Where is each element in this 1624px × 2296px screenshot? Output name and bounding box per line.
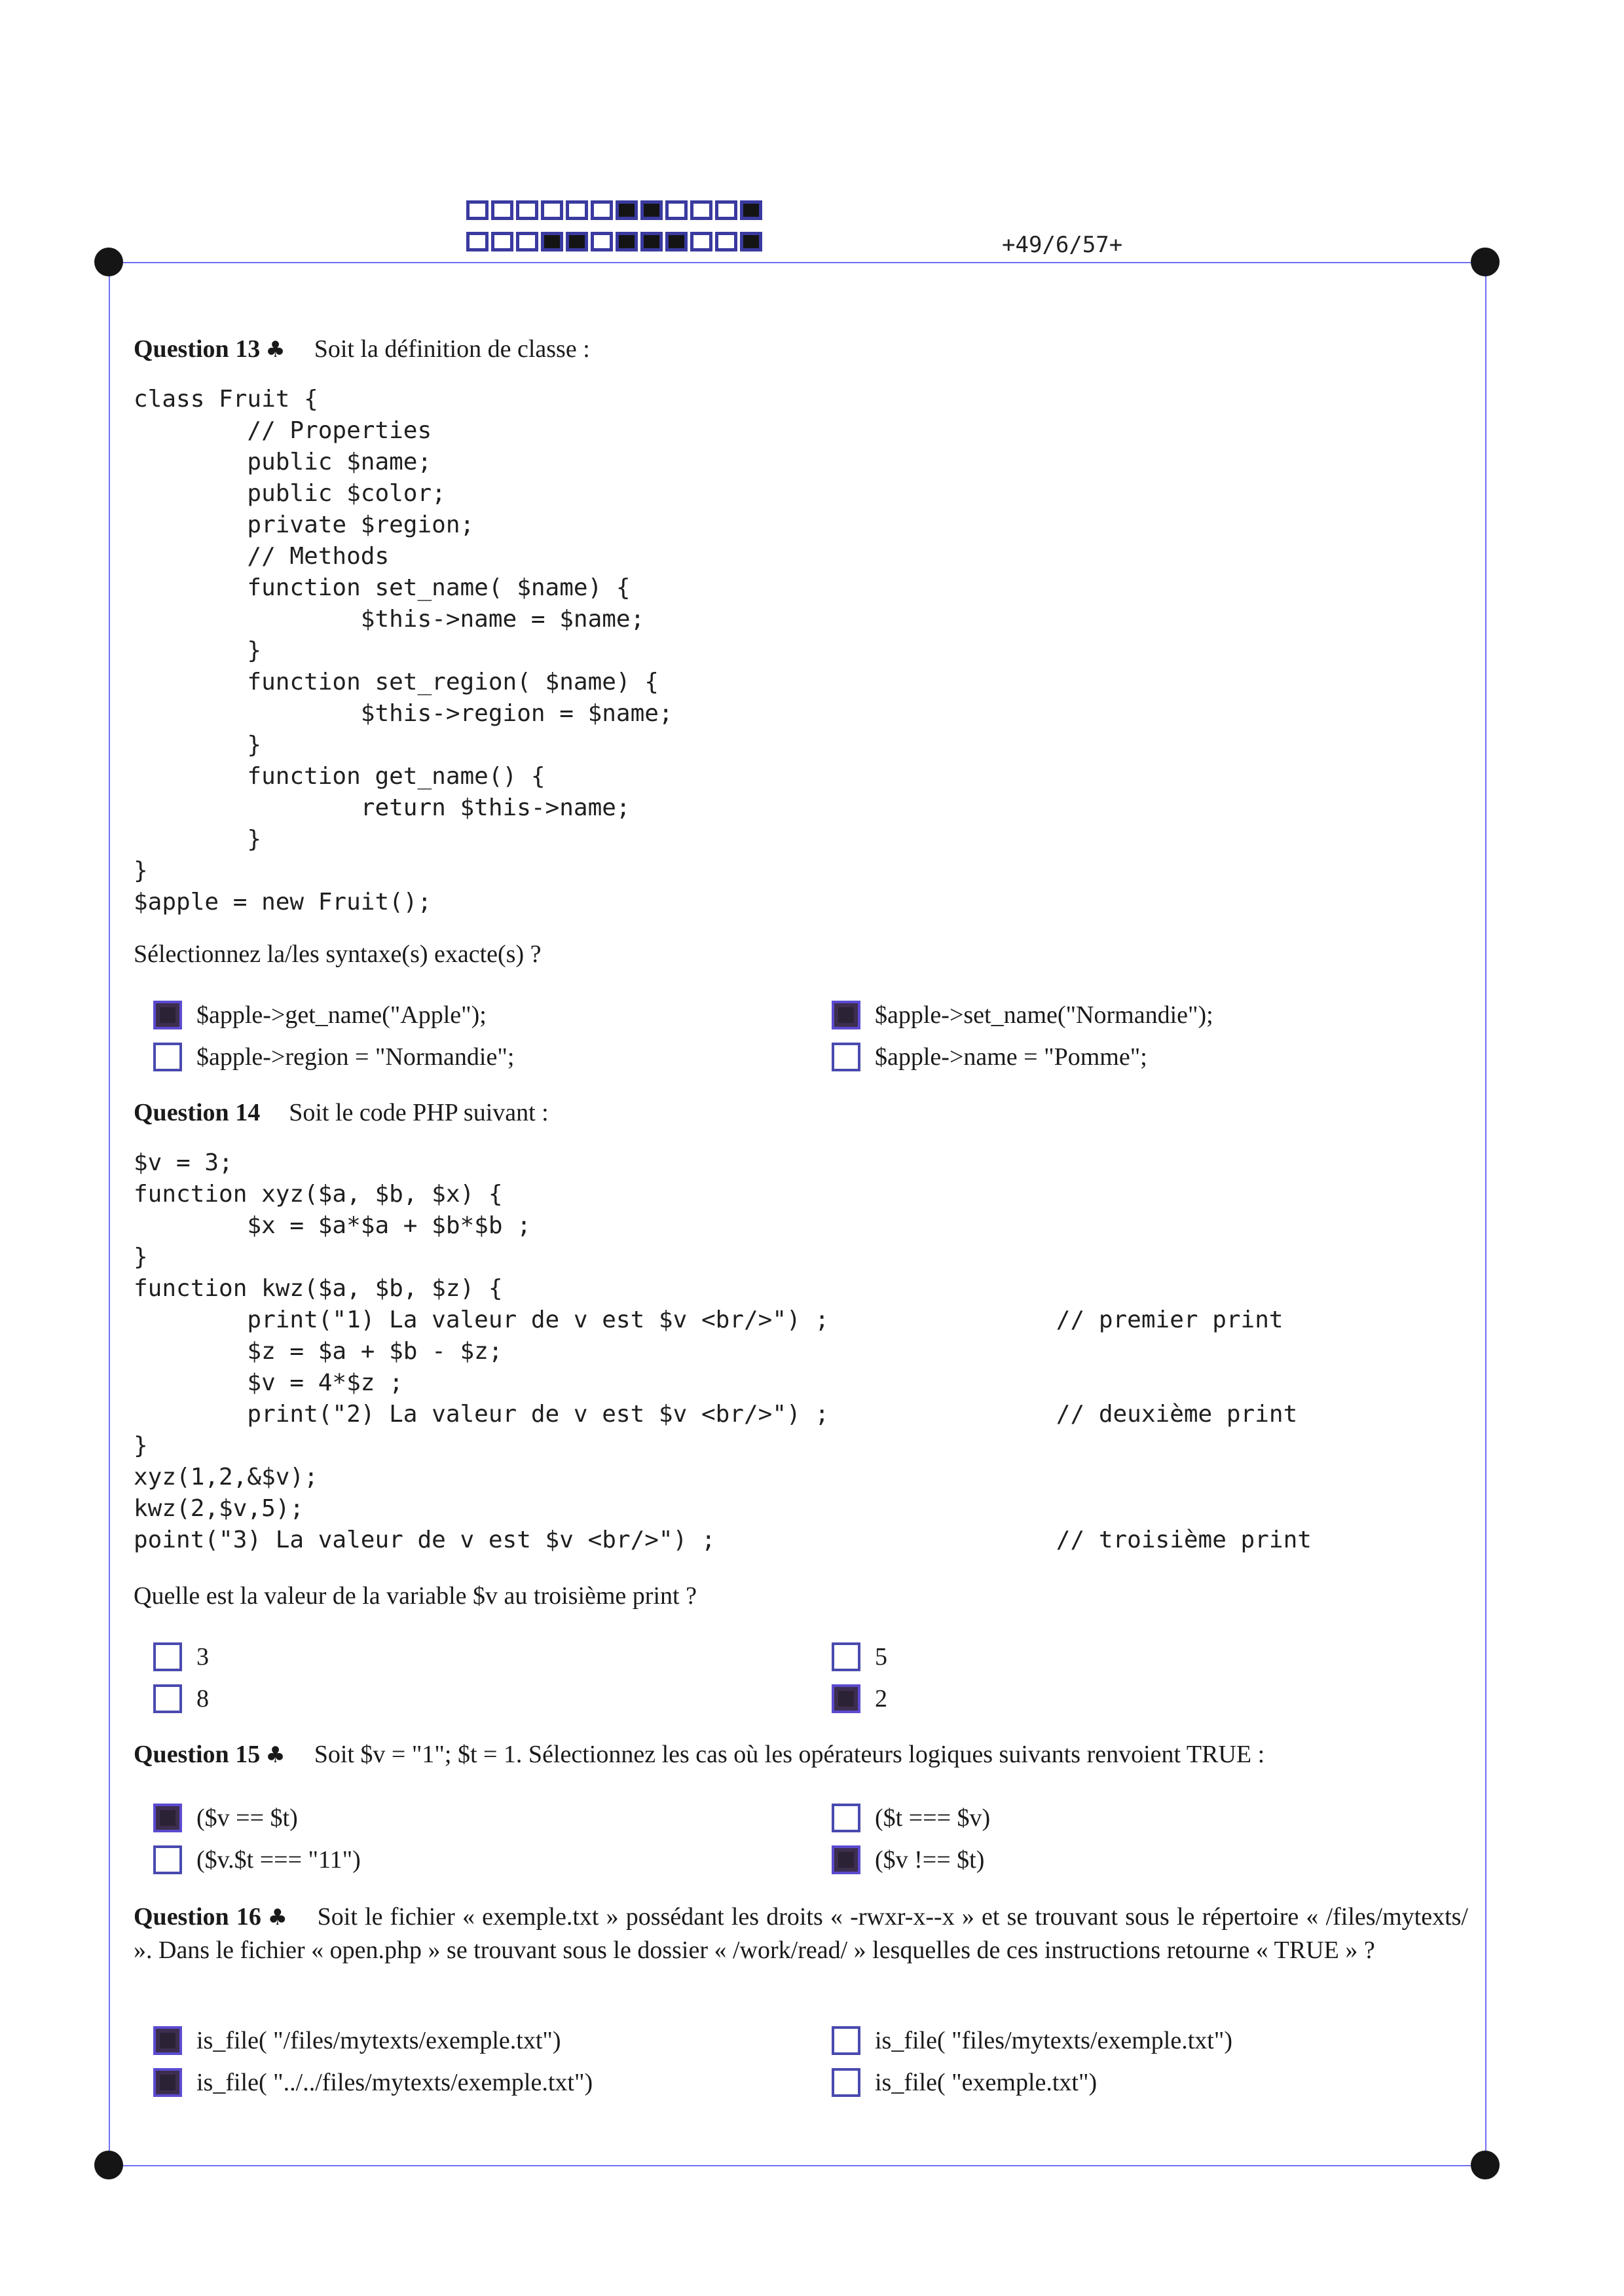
answer-option[interactable]	[153, 2068, 593, 2097]
answer-option[interactable]	[153, 1001, 487, 1029]
club-icon: ♣	[265, 337, 286, 363]
answer-label: $apple->name = "Pomme";	[875, 1043, 1147, 1071]
barcode-top-row	[466, 200, 762, 220]
answer-option[interactable]	[153, 1845, 361, 1874]
barcode-cell	[690, 200, 712, 220]
frame-left-line	[109, 262, 110, 2166]
answer-label: $apple->set_name("Normandie");	[875, 1001, 1213, 1029]
checkbox[interactable]	[832, 2068, 860, 2097]
barcode-cell	[541, 200, 563, 220]
answer-option[interactable]	[832, 1684, 887, 1713]
club-icon: ♣	[266, 1904, 289, 1931]
answer-option[interactable]	[832, 2068, 1097, 2097]
checkbox[interactable]	[153, 1043, 182, 1071]
answer-label: is_file( "files/mytexts/exemple.txt")	[875, 2027, 1233, 2054]
barcode-cell	[690, 232, 712, 251]
question-number: Question 16	[134, 1903, 261, 1931]
question-14-prompt: Quelle est la valeur de la variable $v au troisième print ?	[134, 1582, 697, 1610]
question-text: Soit $v = "1"; $t = 1. Sélectionnez les cas où les opérateurs logiques suivants renvoient TRUE :	[314, 1741, 1265, 1768]
answer-label: ($v == $t)	[196, 1804, 298, 1832]
answer-option[interactable]	[153, 1804, 298, 1832]
question-14-heading	[134, 1100, 549, 1125]
answer-label: 3	[196, 1643, 209, 1671]
answer-label: is_file( "/files/mytexts/exemple.txt")	[196, 2027, 561, 2054]
checkbox[interactable]	[153, 2026, 182, 2055]
question-15-heading	[134, 1742, 1264, 1767]
checkbox[interactable]	[153, 1684, 182, 1713]
answer-option[interactable]	[832, 1001, 1213, 1029]
checkbox[interactable]	[832, 1642, 860, 1671]
answer-option[interactable]	[153, 1043, 514, 1071]
barcode-cell	[740, 200, 762, 220]
barcode-bottom-row	[466, 232, 762, 251]
question-14-code: $v = 3; function xyz($a, $b, $x) { $x = $a*$a + $b*$b ; } function kwz($a, $b, $z) { print("1) La valeur de v est $v <br/>") ; // premier print $z = $a + $b - $z; $v = 4*$z ; print("2) La valeur de v est $v <br/>") ; // deuxième print } xyz(1,2,&$v); kwz(2,$v,5); point("3) La valeur de v est $v <br/>") ; // troisième print	[134, 1149, 1312, 1553]
barcode-cell	[591, 232, 613, 251]
answer-label: ($t === $v)	[875, 1804, 991, 1832]
answer-label: is_file( "../../files/mytexts/exemple.txt")	[196, 2069, 593, 2096]
corner-mark-top-right	[1471, 248, 1500, 276]
question-number: Question 13	[134, 335, 261, 363]
checkbox[interactable]	[832, 1001, 860, 1029]
checkbox[interactable]	[832, 1684, 860, 1713]
barcode-cell	[541, 232, 563, 251]
barcode-cell	[715, 200, 737, 220]
answer-option[interactable]	[153, 1684, 209, 1713]
checkbox[interactable]	[153, 1001, 182, 1029]
barcode-cell	[640, 200, 663, 220]
answer-option[interactable]	[153, 2026, 561, 2055]
barcode-cell	[665, 200, 688, 220]
barcode-cell	[566, 232, 588, 251]
corner-mark-bottom-left	[94, 2151, 123, 2179]
checkbox[interactable]	[832, 2026, 860, 2055]
exam-page-id: +49/6/57+	[1002, 232, 1123, 258]
club-icon: ♣	[265, 1742, 286, 1768]
barcode-cell	[566, 200, 588, 220]
answer-label: $apple->region = "Normandie";	[196, 1043, 515, 1071]
frame-bottom-line	[109, 2165, 1486, 2166]
barcode-cell	[591, 200, 613, 220]
answer-option[interactable]	[153, 1642, 209, 1671]
answer-option[interactable]	[832, 2026, 1232, 2055]
answer-option[interactable]	[832, 1804, 990, 1832]
frame-top-line	[109, 262, 1486, 263]
barcode-cell	[616, 200, 638, 220]
barcode-cell	[665, 232, 688, 251]
barcode-cell	[491, 232, 513, 251]
corner-mark-bottom-right	[1471, 2151, 1500, 2179]
question-13-heading	[134, 337, 590, 361]
checkbox[interactable]	[832, 1804, 860, 1832]
barcode-cell	[491, 200, 513, 220]
question-13-code: class Fruit { // Properties public $name; public $color; private $region; // Methods function set_name( $name) { $this->name = $name; } function set_region( $name) { $this->region = $name; } function get_name() { return $this->name; } } $apple = new Fruit();	[134, 386, 673, 916]
question-13-prompt: Sélectionnez la/les syntaxe(s) exacte(s) ?	[134, 940, 542, 968]
answer-label: 8	[196, 1685, 209, 1713]
checkbox[interactable]	[153, 2068, 182, 2097]
barcode-cell	[640, 232, 663, 251]
checkbox[interactable]	[832, 1043, 860, 1071]
checkbox[interactable]	[153, 1845, 182, 1874]
frame-right-line	[1485, 262, 1486, 2166]
answer-option[interactable]	[832, 1642, 887, 1671]
checkbox[interactable]	[832, 1845, 860, 1874]
barcode-cell	[516, 232, 538, 251]
answer-label: ($v !== $t)	[875, 1846, 985, 1874]
answer-label: is_file( "exemple.txt")	[875, 2069, 1098, 2096]
barcode-cell	[715, 232, 737, 251]
question-16-heading	[134, 1900, 1468, 1967]
question-number: Question 15	[134, 1741, 261, 1768]
answer-label: 5	[875, 1643, 887, 1671]
answer-label: ($v.$t === "11")	[196, 1846, 361, 1874]
question-text: Soit le code PHP suivant :	[289, 1099, 549, 1126]
answer-option[interactable]	[832, 1043, 1147, 1071]
barcode-cell	[466, 232, 489, 251]
question-text: Soit la définition de classe :	[314, 335, 590, 363]
question-number: Question 14	[134, 1099, 261, 1126]
question-text: Soit le fichier « exemple.txt » possédant les droits « -rwxr-x--x » et se trouvant sous le répertoire « /files/mytexts/ ». Dans le fichier « open.php » se trouvant sous le dossier « /work/read/ » lesquelles de ces instructions retourne « TRUE » ?	[134, 1903, 1468, 1964]
checkbox[interactable]	[153, 1804, 182, 1832]
barcode-cell	[740, 232, 762, 251]
answer-option[interactable]	[832, 1845, 984, 1874]
answer-label: 2	[875, 1685, 887, 1713]
answer-label: $apple->get_name("Apple");	[196, 1001, 487, 1029]
barcode-cell	[466, 200, 489, 220]
barcode-cell	[616, 232, 638, 251]
checkbox[interactable]	[153, 1642, 182, 1671]
barcode-cell	[516, 200, 538, 220]
corner-mark-top-left	[94, 248, 123, 276]
